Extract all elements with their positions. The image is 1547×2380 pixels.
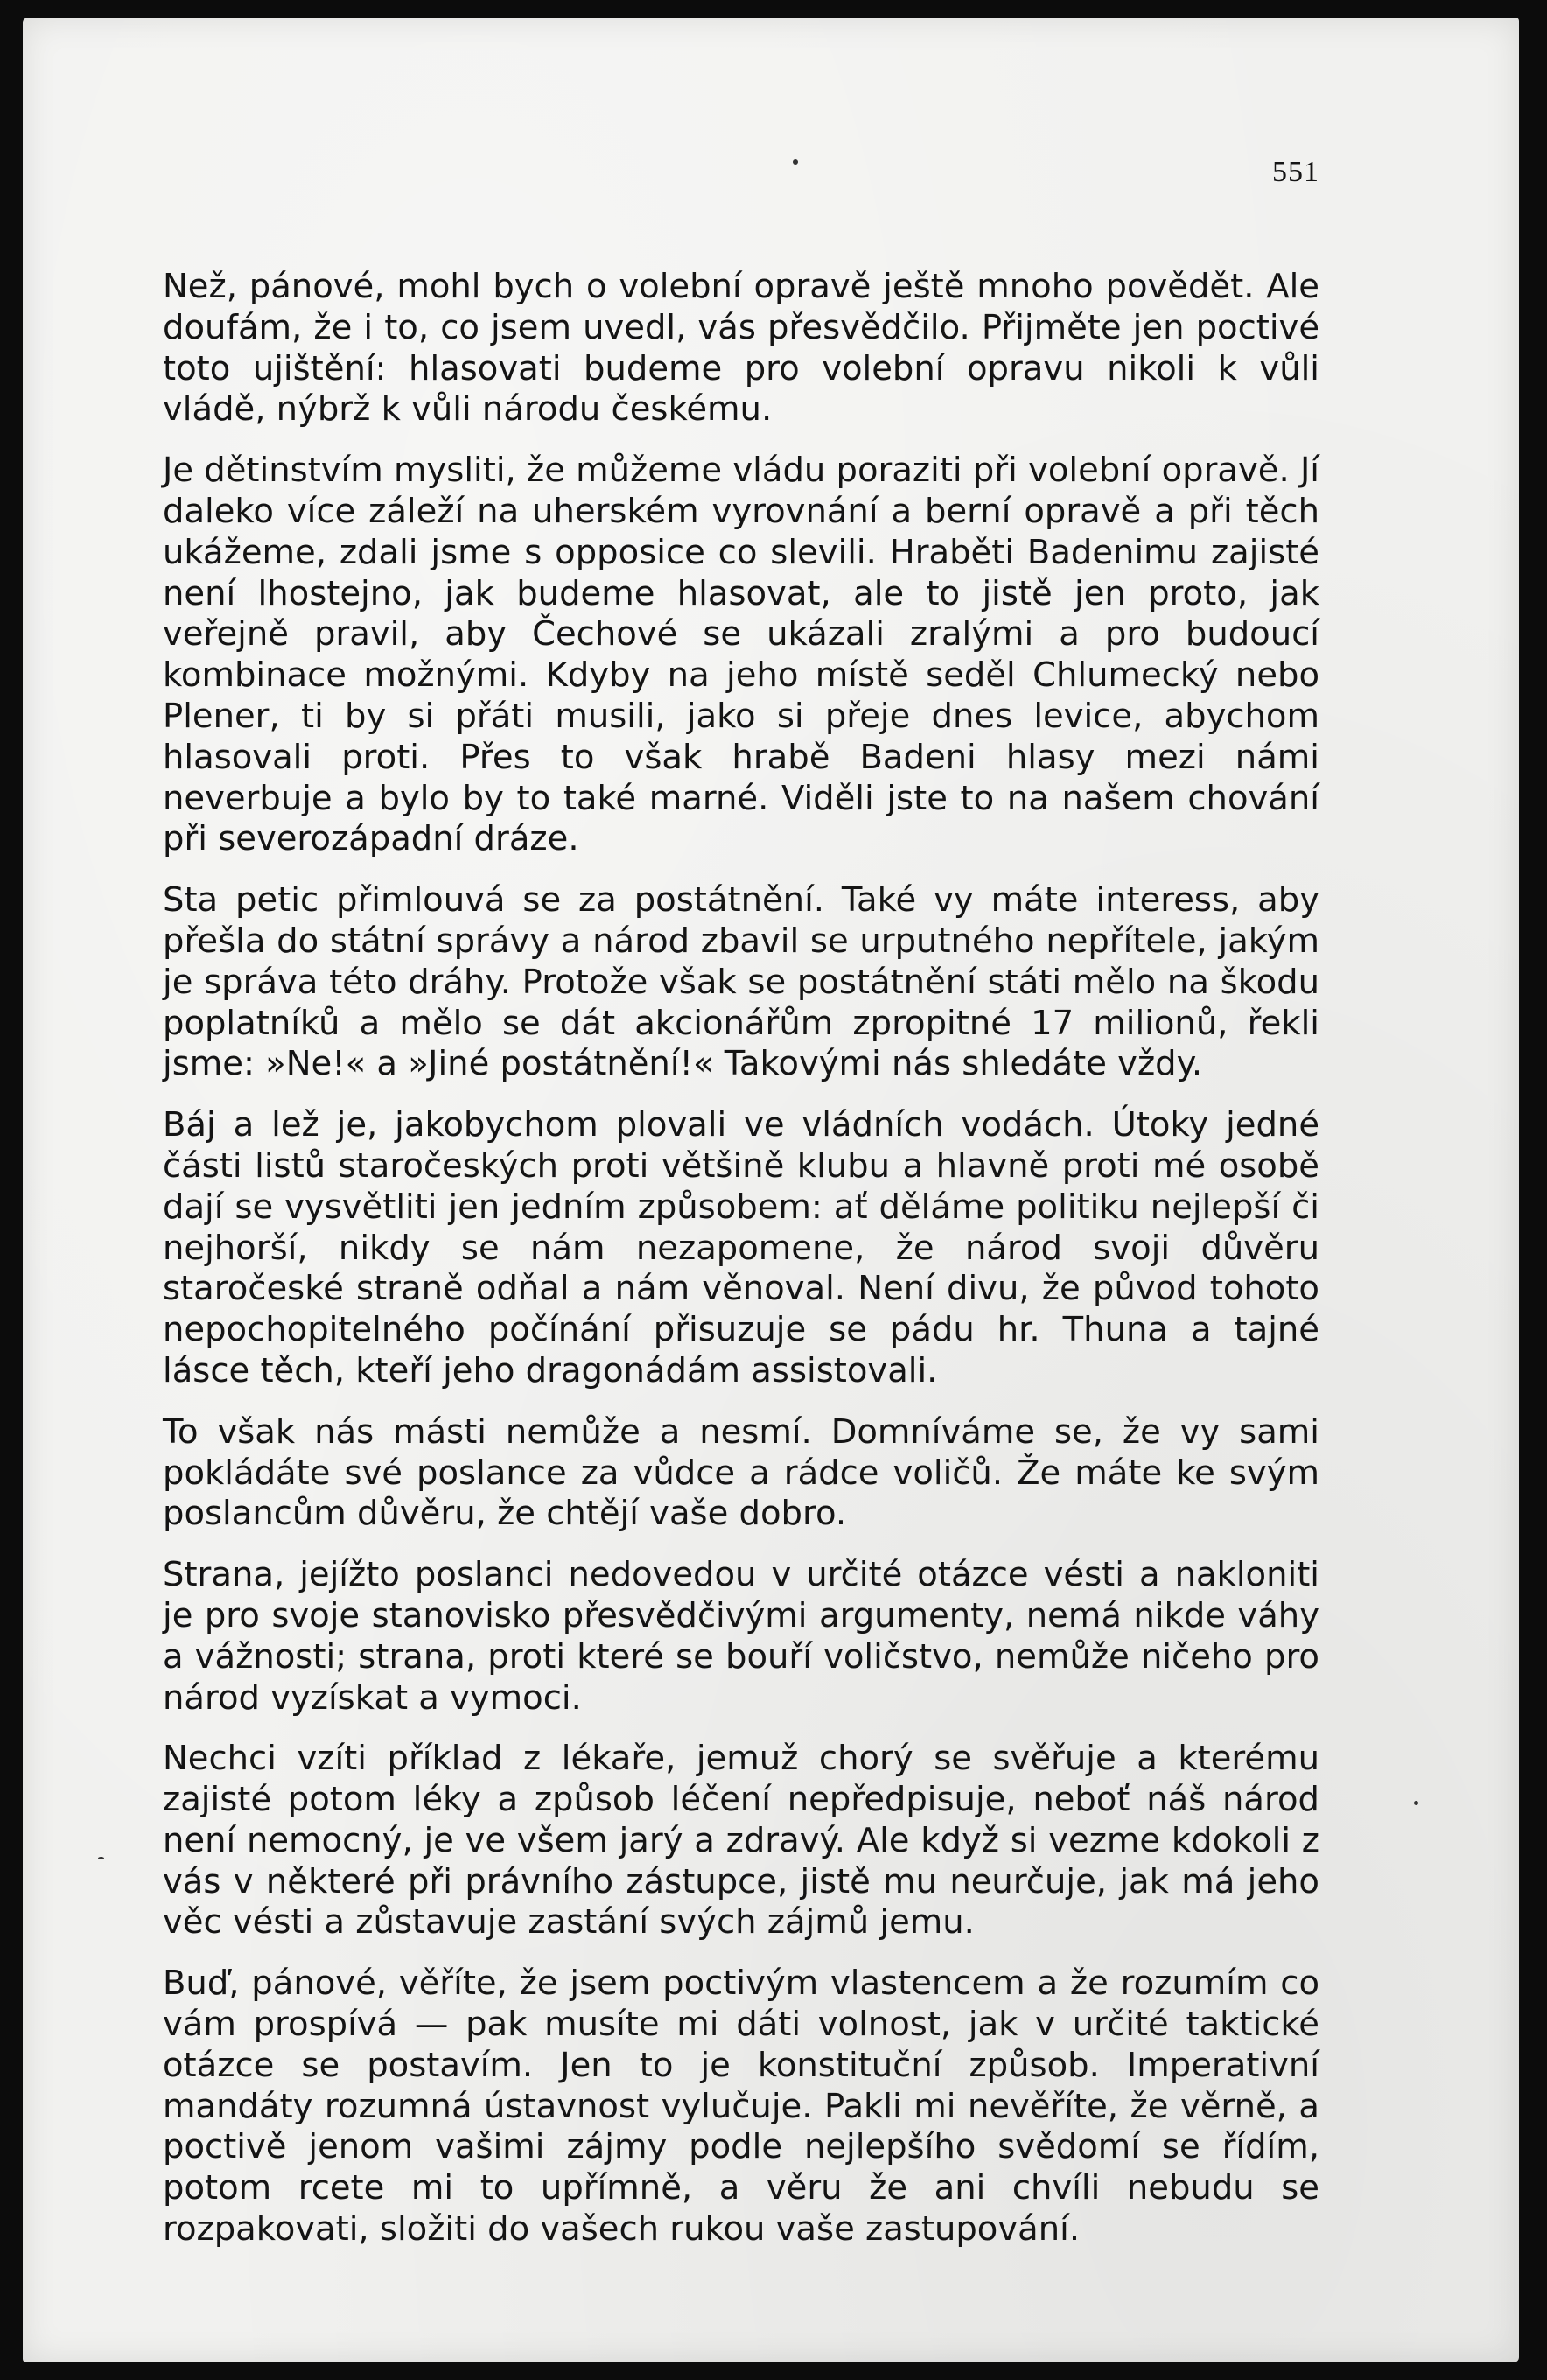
paragraph: Báj a lež je, jakobychom plovali ve vládních vodách. Útoky jedné části listů staročeských proti většině klubu a hlavně proti mé osobě dají se vysvětliti jen jedním způsobem: ať děláme politiku nejlepší či nejhorší, nikdy se nám nezapomene, že národ svoji důvěru staročeské straně odňal a nám věnoval. Není divu, že původ tohoto nepochopitelného počínání přisuzuje se pádu hr. Thuna a tajné lásce těch, kteří jeho dragonádám assistovali.: [163, 1105, 1320, 1390]
paragraph: Nechci vzíti příklad z lékaře, jemuž chorý se svěřuje a kterému zajisté potom léky a způsob léčení nepředpisuje, neboť náš národ není nemocný, je ve všem jarý a zdravý. Ale když si vezme kdokoli z vás v některé při právního zástupce, jistě mu neurčuje, jak má jeho věc vésti a zůstavuje zastání svých zájmů jemu.: [163, 1739, 1320, 1942]
paragraph: Sta petic přimlouvá se za postátnění. Také vy máte interess, aby přešla do státní správy a národ zbavil se urputného nepřítele, jakým je správa této dráhy. Protože však se postátnění státi mělo na škodu poplatníků a mělo se dát akcionářům zpropitné 17 milionů, řekli jsme: »Ne!« a »Jiné postátnění!« Takovými nás shledáte vždy.: [163, 880, 1320, 1084]
paragraph: Než, pánové, mohl bych o volební opravě ještě mnoho povědět. Ale doufám, že i to, co jsem uvedl, vás přesvědčilo. Přijměte jen poctivé toto ujištění: hlasovati budeme pro volební opravu nikoli k vůli vládě, nýbrž k vůli národu českému.: [163, 267, 1320, 430]
paragraph: To však nás másti nemůže a nesmí. Domníváme se, že vy sami pokládáte své poslance za vůdce a rádce voličů. Že máte ke svým poslancům důvěru, že chtějí vaše dobro.: [163, 1411, 1320, 1534]
book-page: [23, 18, 1519, 2362]
page-body: [163, 267, 1320, 2250]
ink-speck: [793, 159, 798, 164]
paragraph: Buď, pánové, věříte, že jsem poctivým vlastencem a že rozumím co vám prospívá — pak musíte mi dáti volnost, jak v určité taktické otázce se postavím. Jen to je konstituční způsob. Imperativní mandáty rozumná ústavnost vylučuje. Pakli mi nevěříte, že věrně, a poctivě jenom vašimi zájmy podle nejlepšího svědomí se řídím, potom rcete mi to upřímně, a věru že ani chvíli nebudu se rozpakovati, složiti do vašech rukou vaše zastupování.: [163, 1964, 1320, 2250]
page-number: 551: [1272, 156, 1320, 188]
ink-speck: [98, 1857, 104, 1859]
ink-speck: [1414, 1801, 1418, 1805]
paragraph: Strana, jejížto poslanci nedovedou v určité otázce vésti a nakloniti je pro svoje stanovisko přesvědčivými argumenty, nemá nikde váhy a vážnosti; strana, proti které se bouří voličstvo, nemůže ničeho pro národ vyzískat a vymoci.: [163, 1555, 1320, 1718]
paragraph: Je dětinstvím mysliti, že můžeme vládu poraziti při volební opravě. Jí daleko více záleží na uherském vyrovnání a berní opravě a při těch ukážeme, zdali jsme s opposice co slevili. Hraběti Badenimu zajisté není lhostejno, jak budeme hlasovat, ale to jistě jen proto, jak veřejně pravil, aby Čechové se ukázali zralými a pro budoucí kombinace možnými. Kdyby na jeho místě seděl Chlumecký nebo Plener, ti by si přáti musili, jako si přeje dnes levice, abychom hlasovali proti. Přes to však hrabě Badeni hlasy mezi námi neverbuje a bylo by to také marné. Viděli jste to na našem chování při severozápadní dráze.: [163, 451, 1320, 859]
